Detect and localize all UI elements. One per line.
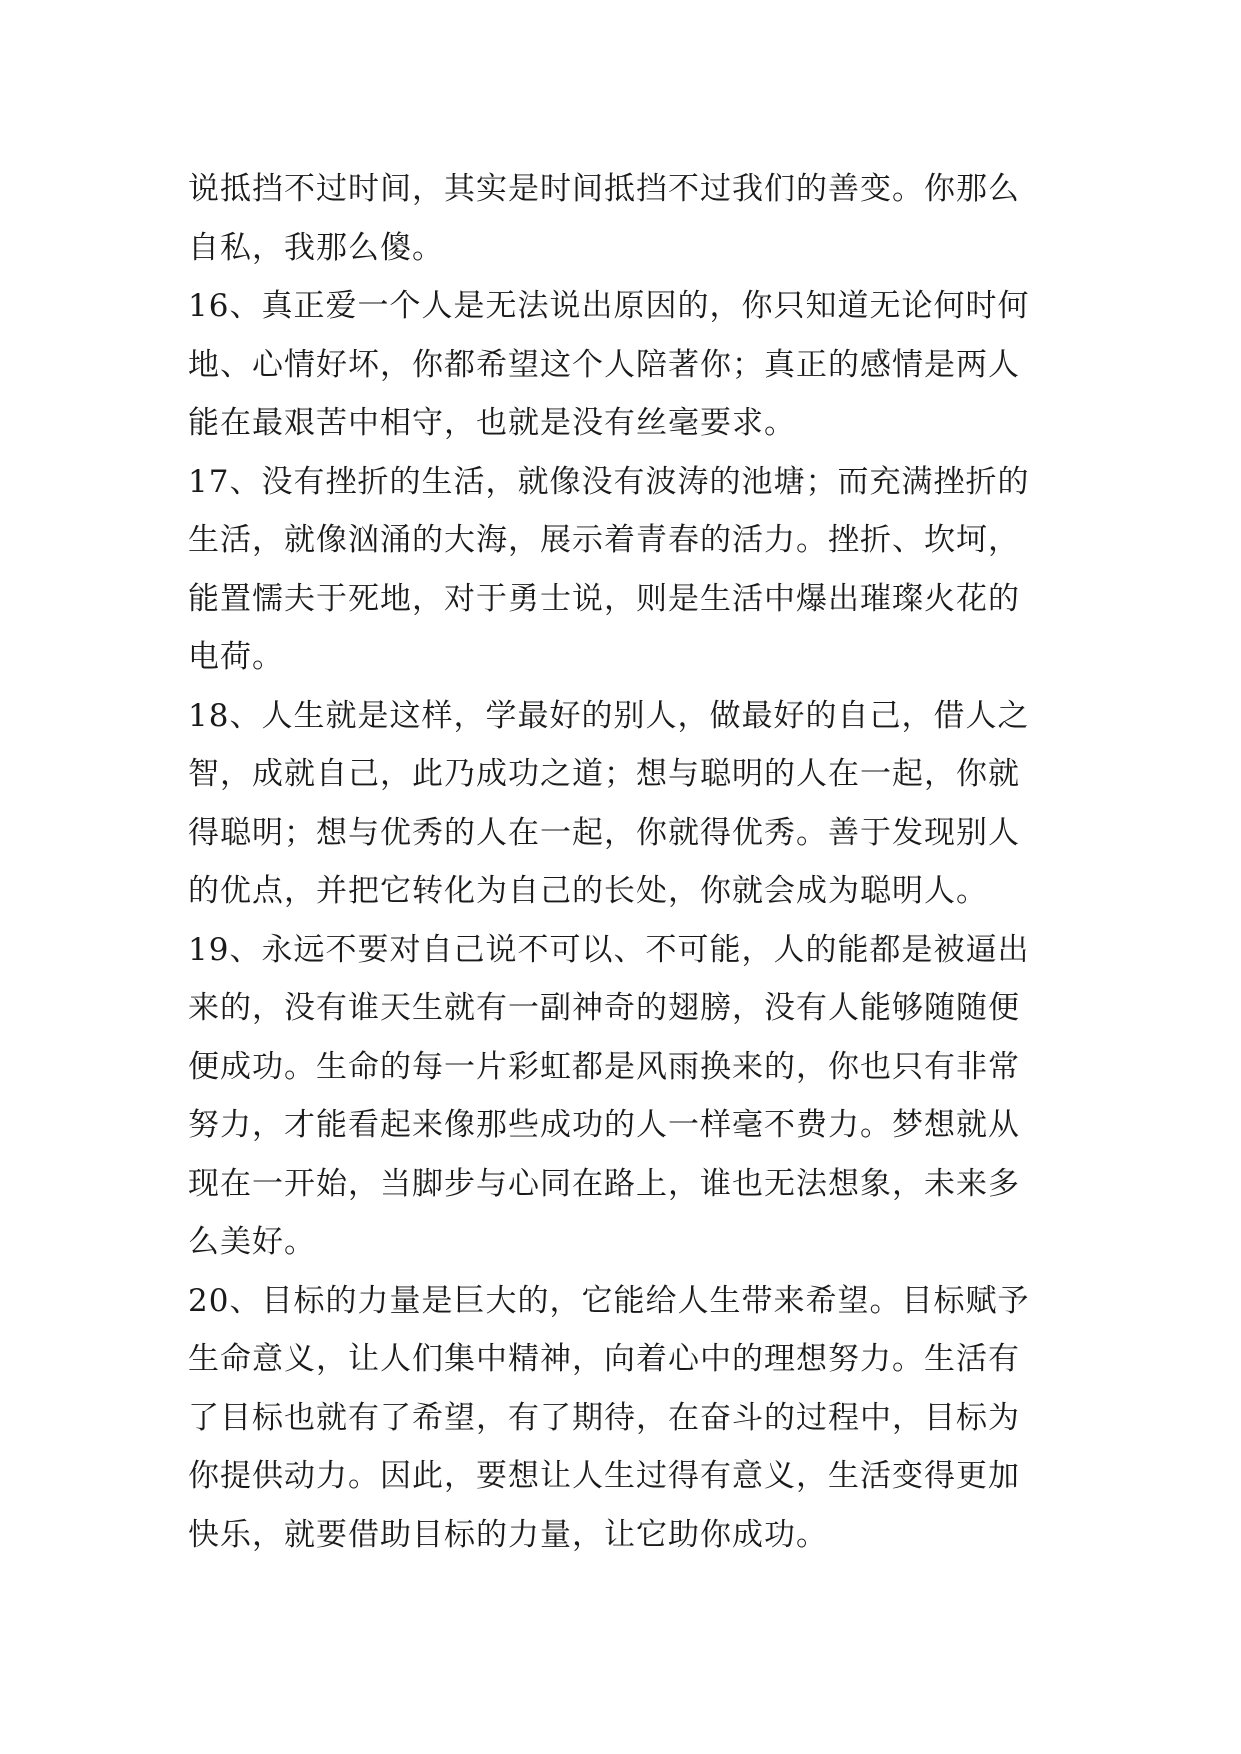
text-line: 努力，才能看起来像那些成功的人一样毫不费力。梦想就从: [188, 1107, 1020, 1143]
text-line: 自私，我那么傻。: [188, 229, 444, 266]
text-line: 你提供动力。因此，要想让人生过得有意义，生活变得更加: [188, 1458, 1020, 1494]
text-line: 快乐，就要借助目标的力量，让它助你成功。: [188, 1516, 828, 1553]
text-line: 17、没有挫折的生活，就像没有波涛的池塘；而充满挫折的: [188, 463, 1030, 500]
text-line: 智，成就自己，此乃成功之道；想与聪明的人在一起，你就: [188, 756, 1020, 792]
text-line: 说抵挡不过时间，其实是时间抵挡不过我们的善变。你那么: [188, 171, 1020, 207]
text-line: 得聪明；想与优秀的人在一起，你就得优秀。善于发现别人: [188, 814, 1020, 851]
text-line: 的优点，并把它转化为自己的长处，你就会成为聪明人。: [188, 873, 988, 909]
text-line: 能置懦夫于死地，对于勇士说，则是生活中爆出璀璨火花的: [188, 580, 1020, 617]
text-line: 来的，没有谁天生就有一副神奇的翅膀，没有人能够随随便: [188, 990, 1020, 1026]
text-line: 19、永远不要对自己说不可以、不可能，人的能都是被逼出: [188, 931, 1030, 968]
text-line: 电荷。: [188, 639, 284, 675]
text-line: 现在一开始，当脚步与心同在路上，谁也无法想象，未来多: [188, 1165, 1020, 1202]
text-line: 了目标也就有了希望，有了期待，在奋斗的过程中，目标为: [188, 1399, 1020, 1436]
text-line: 地、心情好坏，你都希望这个人陪著你；真正的感情是两人: [188, 346, 1020, 383]
text-line: 16、真正爱一个人是无法说出原因的，你只知道无论何时何: [188, 288, 1030, 324]
text-line: 么美好。: [188, 1224, 316, 1260]
text-line: 生活，就像汹涌的大海，展示着青春的活力。挫折、坎坷，: [188, 522, 1020, 558]
text-line: 18、人生就是这样，学最好的别人，做最好的自己，借人之: [188, 697, 1030, 734]
text-line: 能在最艰苦中相守，也就是没有丝毫要求。: [188, 405, 796, 441]
text-line: 便成功。生命的每一片彩虹都是风雨换来的，你也只有非常: [188, 1048, 1020, 1085]
text-line: 20、目标的力量是巨大的，它能给人生带来希望。目标赋予: [188, 1282, 1030, 1319]
text-line: 生命意义，让人们集中精神，向着心中的理想努力。生活有: [188, 1341, 1020, 1377]
document-body: [188, 160, 1058, 1564]
